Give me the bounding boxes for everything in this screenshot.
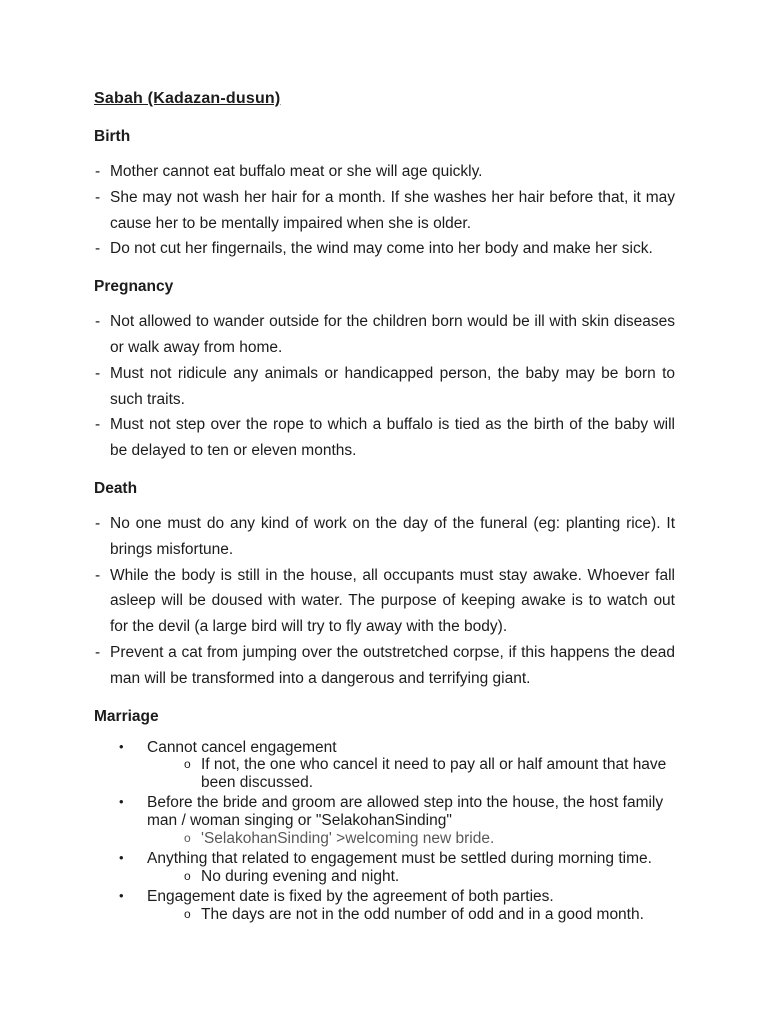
- dash-marker: -: [95, 416, 101, 434]
- list-item: [94, 794, 675, 848]
- dash-marker: -: [95, 163, 101, 180]
- list-item-text: Must not ridicule any animals or handicapped person, the baby may be born to such traits.: [110, 364, 675, 408]
- dash-marker: -: [95, 188, 101, 206]
- bullet-marker: •: [119, 794, 124, 810]
- section-heading-death: Death: [94, 479, 138, 497]
- list-item-text: Anything that related to engagement must be settled during morning time.: [147, 849, 652, 867]
- sub-list-item-text: No during evening and night.: [201, 867, 400, 885]
- sub-list-item: [147, 830, 675, 848]
- list-item-text: Cannot cancel engagement: [147, 738, 337, 756]
- dash-list-birth: [94, 159, 675, 262]
- list-item: [94, 361, 675, 413]
- section-heading-pregnancy: Pregnancy: [94, 278, 174, 296]
- list-item: [94, 412, 675, 464]
- bullet-marker: •: [119, 849, 124, 865]
- list-item-text: Not allowed to wander outside for the children born would be ill with skin diseases or walk away from home.: [110, 313, 675, 356]
- list-item-text: Do not cut her fingernails, the wind may come into her body and make her sick.: [110, 240, 653, 258]
- list-item: [94, 511, 675, 563]
- sub-list-item-text: If not, the one who cancel it need to pay all or half amount that have been discussed.: [201, 756, 667, 792]
- circle-marker: o: [184, 868, 191, 883]
- dash-marker: -: [95, 643, 101, 661]
- list-item-text: No one must do any kind of work on the day of the funeral (eg: planting rice). It brings misfortune.: [110, 514, 675, 558]
- list-item-text: Before the bride and groom are allowed step into the house, the host family man / woman singing or "SelakohanSinding": [147, 794, 664, 830]
- section-heading-birth: Birth: [94, 128, 131, 145]
- list-item-text: Mother cannot eat buffalo meat or she will age quickly.: [110, 163, 483, 180]
- sub-list-item-text: 'SelakohanSinding' >welcoming new bride.: [201, 830, 495, 848]
- sub-list-item: [147, 868, 675, 886]
- bullet-marker: •: [119, 738, 124, 754]
- document-content: [94, 86, 675, 924]
- list-item: [94, 185, 675, 237]
- list-item: [94, 850, 675, 886]
- dash-marker: -: [95, 566, 101, 584]
- dash-list-pregnancy: [94, 309, 675, 464]
- sub-list-item: [147, 756, 675, 792]
- circle-marker: o: [184, 906, 191, 921]
- dash-marker: -: [95, 313, 101, 331]
- list-item: [94, 563, 675, 640]
- list-item: [94, 159, 675, 185]
- list-item-text: She may not wash her hair for a month. If she washes her hair before that, it may cause her to be mentally impaired when she is older.: [110, 188, 675, 232]
- section-heading-marriage: Marriage: [94, 707, 159, 725]
- sub-list-item-text: The days are not in the odd number of odd and in a good month.: [201, 905, 644, 923]
- list-item-text: Prevent a cat from jumping over the outstretched corpse, if this happens the dead man will be transformed into a dangerous and terrifying giant.: [110, 643, 675, 687]
- list-item: [94, 739, 675, 793]
- list-item: [94, 236, 675, 262]
- list-item: [94, 640, 675, 692]
- list-item-text: Must not step over the rope to which a buffalo is tied as the birth of the baby will be delayed to ten or eleven months.: [110, 416, 675, 460]
- list-item-text: While the body is still in the house, all occupants must stay awake. Whoever fall asleep will be doused with water. The purpose of keeping awake is to watch out for the devil (a large bird will try to fly away with the body).: [110, 566, 675, 636]
- circle-marker: o: [184, 831, 191, 846]
- dash-marker: -: [95, 364, 101, 382]
- dash-marker: -: [95, 240, 101, 258]
- dash-marker: -: [95, 514, 101, 532]
- page-title: Sabah (Kadazan-dusun): [94, 90, 281, 107]
- list-item: [94, 888, 675, 924]
- dash-list-death: [94, 511, 675, 692]
- document-body: [94, 124, 675, 924]
- list-item-text: Engagement date is fixed by the agreement of both parties.: [147, 887, 554, 905]
- bullet-marker: •: [119, 887, 124, 903]
- bullet-list-marriage: [94, 739, 675, 924]
- sub-list-item: [147, 906, 675, 924]
- list-item: [94, 309, 675, 361]
- circle-marker: o: [184, 757, 191, 772]
